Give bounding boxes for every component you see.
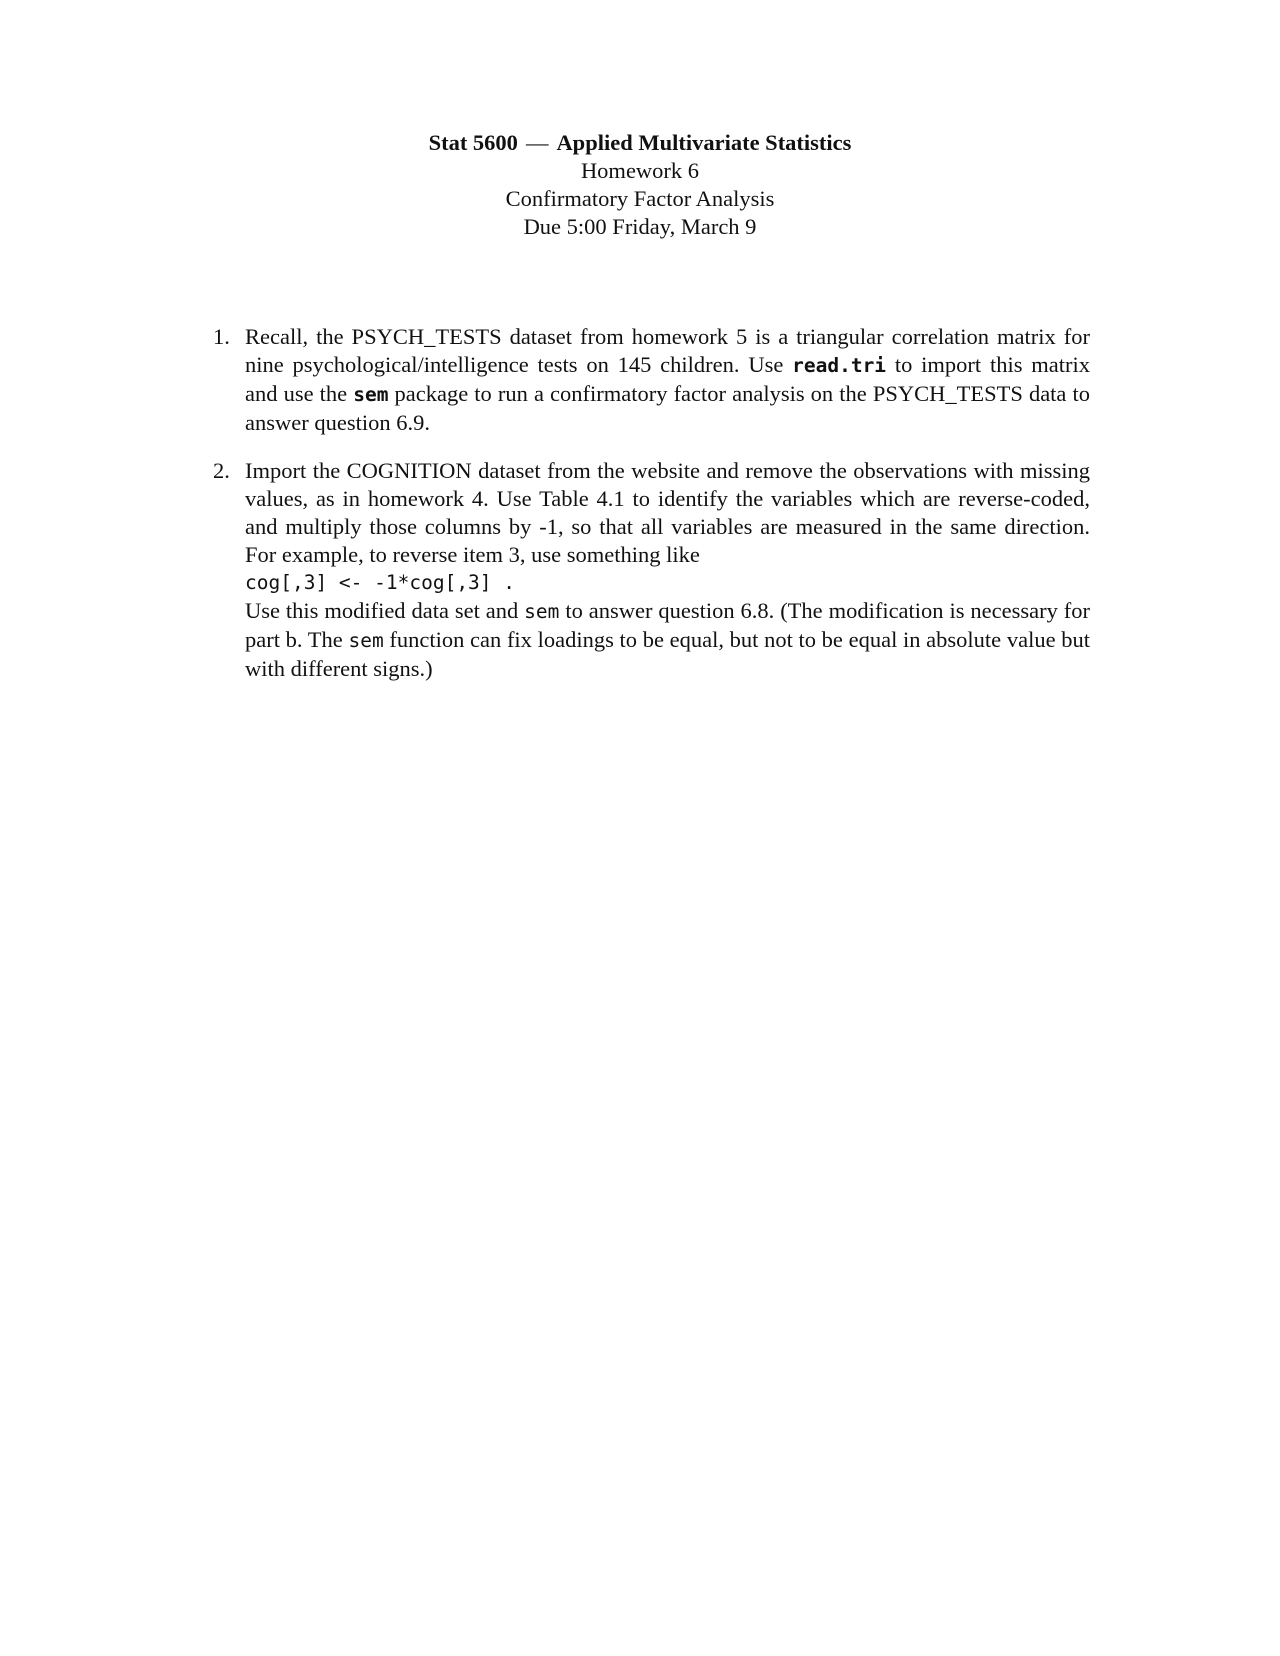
homework-topic: Confirmatory Factor Analysis	[505, 186, 775, 211]
inline-code: sem	[348, 629, 384, 652]
inline-code: sem	[524, 600, 560, 623]
due-date: Due 5:00 Friday, March 9	[523, 214, 757, 239]
problem-list	[213, 323, 1090, 703]
problem-number: 1.	[213, 324, 230, 349]
problem-text: package to run a confirmatory factor analysis on the PSYCH_TESTS data to answer question 6.9.	[245, 381, 1090, 435]
inline-code: read.tri	[792, 354, 887, 377]
course-title	[0, 129, 1280, 157]
problem-text: Recall, the PSYCH_TESTS dataset from homework 5 is a triangular correlation matrix for nine psychological/intelligence tests on 145 children. Use	[245, 324, 1090, 377]
problem-text: to import this matrix and use the	[245, 352, 1090, 406]
course-name: Applied Multivariate Statistics	[556, 130, 852, 155]
title-dash: —	[525, 130, 549, 155]
problem-2	[213, 457, 1090, 683]
problem-continuation	[245, 597, 1090, 683]
document-header	[0, 129, 1280, 241]
problem-number: 2.	[213, 458, 230, 483]
problem-1	[213, 323, 1090, 437]
inline-code: sem	[353, 383, 389, 406]
homework-number: Homework 6	[580, 158, 700, 183]
problem-text: function can fix loadings to be equal, but not to be equal in absolute value but with different signs.)	[245, 627, 1090, 681]
problem-text: Use this modified data set and	[245, 598, 525, 623]
code-example: cog[,3] <- -1*cog[,3] .	[245, 571, 516, 594]
problem-text: to answer question 6.8. (The modification is necessary for part b. The	[245, 598, 1090, 652]
problem-text: Import the COGNITION dataset from the website and remove the observations with missing values, as in homework 4. Use Table 4.1 to identify the variables which are reverse-coded, and multiply those columns by -1, so that all variables are measured in the same direction. For example, to reverse item 3, use something like	[245, 458, 1090, 567]
course-number: Stat 5600	[428, 130, 518, 155]
